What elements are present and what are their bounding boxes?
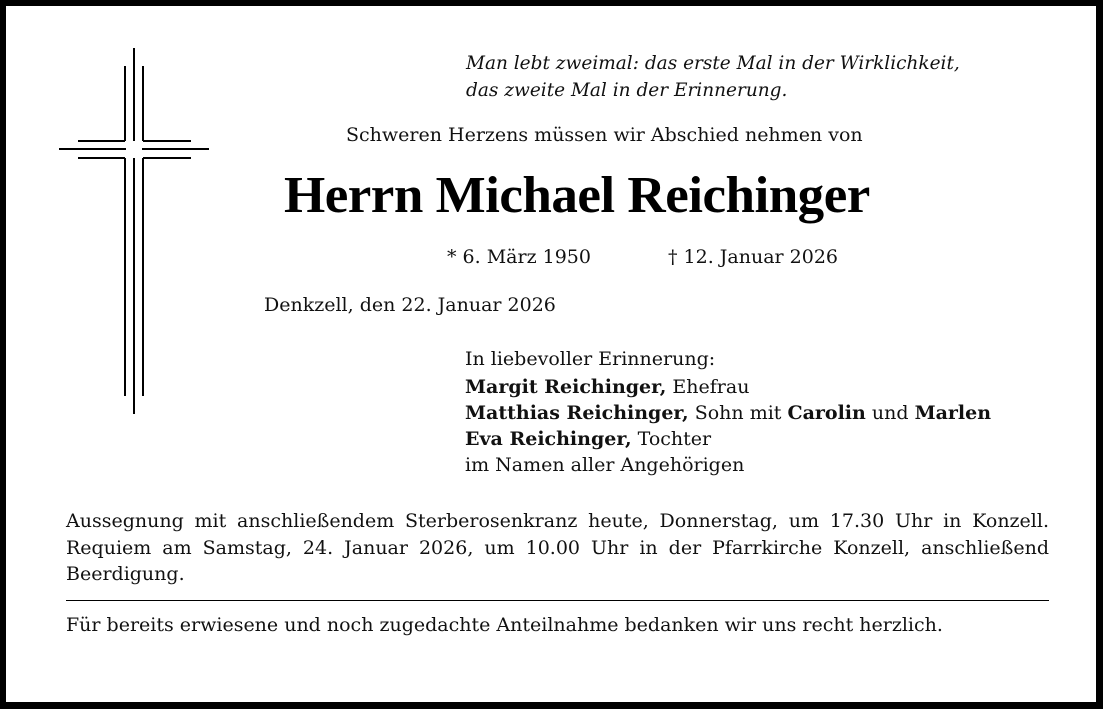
mourner-name: Margit Reichinger, <box>465 376 667 398</box>
mourners-heading: In liebevoller Erinnerung: <box>465 348 716 370</box>
mourner-name: Marlen <box>914 402 992 424</box>
cross-icon <box>6 6 266 436</box>
service-details: Aussegnung mit anschließendem Sterberosenkranz heute, Donnerstag, um 17.30 Uhr in Konzell. Requiem am Samstag, 24. Januar 2026, um 10.00 Uhr in der Pfarrkirche Konzell, anschließend Beerdigung. <box>66 510 1049 585</box>
mourner-entry <box>465 374 991 400</box>
place-date: Denkzell, den 22. Januar 2026 <box>264 294 556 316</box>
mourners-closing: im Namen aller Angehörigen <box>465 454 745 476</box>
mourner-relation: Ehefrau <box>666 376 750 398</box>
mourner-conjunction: und <box>865 402 915 424</box>
motto-line-2: das zweite Mal in der Erinnerung. <box>466 80 788 101</box>
mourner-entry <box>465 400 991 426</box>
mourner-entry <box>465 426 991 452</box>
birth-date: * 6. März 1950 <box>447 246 591 268</box>
divider <box>66 600 1049 601</box>
mourner-relation: Sohn mit <box>688 402 788 424</box>
thanks-text: Für bereits erwiesene und noch zugedachte Anteilnahme bedanken wir uns recht herzlich. <box>66 614 943 636</box>
motto-line-1: Man lebt zweimal: das erste Mal in der Wirklichkeit, <box>466 53 960 74</box>
mourners-block <box>465 346 991 478</box>
deceased-name: Herrn Michael Reichinger <box>284 167 870 224</box>
intro-text: Schweren Herzens müssen wir Abschied nehmen von <box>346 124 863 146</box>
death-date: † 12. Januar 2026 <box>668 246 839 268</box>
mourner-name: Matthias Reichinger, <box>465 402 689 424</box>
motto-quote <box>466 50 960 104</box>
mourner-name: Eva Reichinger, <box>465 428 632 450</box>
mourner-relation: Tochter <box>631 428 712 450</box>
mourner-name: Carolin <box>787 402 866 424</box>
